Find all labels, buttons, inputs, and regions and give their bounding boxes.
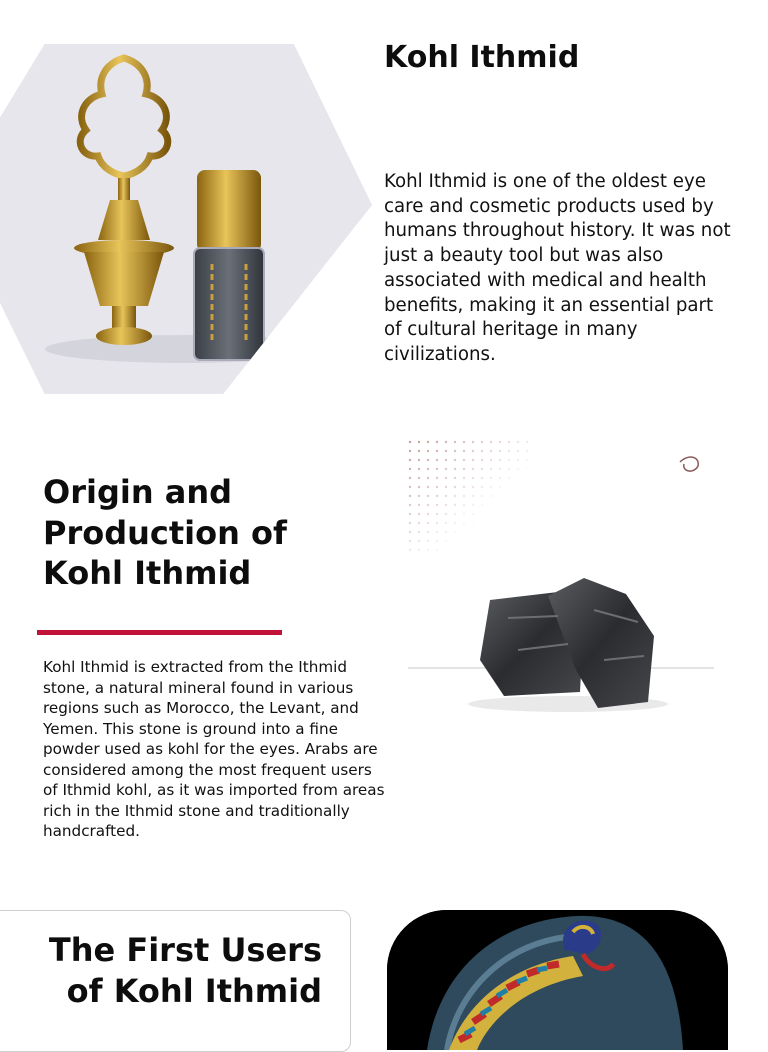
- kohl-bottles-photo: [0, 44, 372, 394]
- section-body-intro: Kohl Ithmid is one of the oldest eye care and cosmetic products used by humans throughout history. It was not just a beauty tool but was also associated with medical and health benefits, making it an essential part of cultural heritage in many civilizations.: [384, 171, 731, 365]
- egyptian-bust-photo: [387, 910, 728, 1050]
- ithmid-stone-illustration: [408, 440, 714, 730]
- kohl-bottles-illustration: [0, 44, 372, 394]
- accent-divider: [37, 630, 282, 635]
- section-title-kohl-ithmid: Kohl Ithmid: [384, 40, 580, 75]
- section-title-first-users: The First Users of Kohl Ithmid: [48, 931, 322, 1010]
- ithmid-stone-photo: [408, 440, 714, 730]
- section-body-origin: Kohl Ithmid is extracted from the Ithmid stone, a natural mineral found in various regions such as Morocco, the Levant, and Yemen. This stone is ground into a fine powder used as kohl for the eyes. Arabs are considered among the most frequent users of Ithmid kohl, as it was imported from areas rich in the Ithmid stone and traditionally handcrafted.: [43, 658, 385, 840]
- section-title-origin: Origin and Production of Kohl Ithmid: [43, 473, 287, 592]
- egyptian-bust-illustration: [387, 910, 728, 1050]
